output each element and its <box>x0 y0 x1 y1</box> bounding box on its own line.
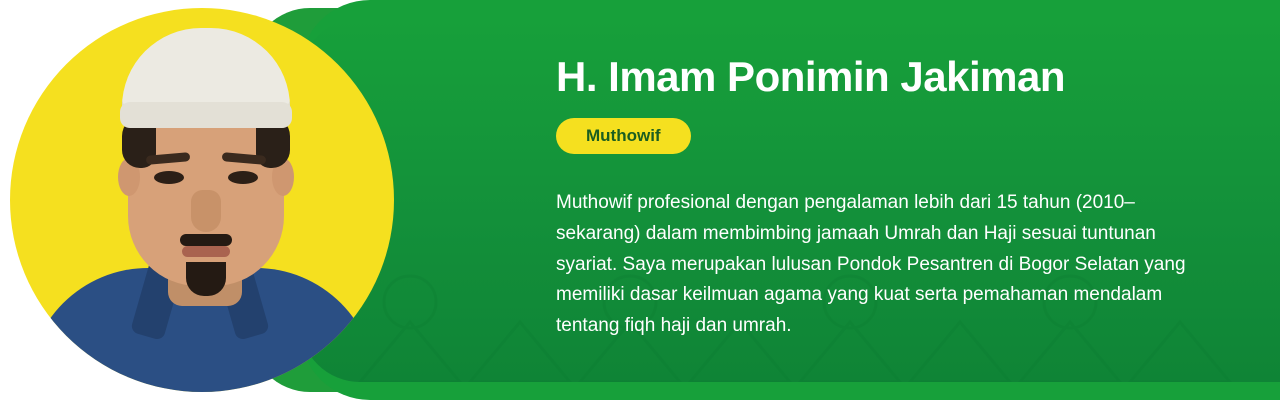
profile-bio: Muthowif profesional dengan pengalaman lebih dari 15 tahun (2010–sekarang) dalam membimbing jamaah Umrah dan Haji sesuai tuntunan syariat. Saya merupakan lulusan Pondok Pesantren di Bogor Selatan yang memiliki dasar keilmuan agama yang kuat serta pemahaman mendalam tentang fiqh haji dan umrah. <box>556 192 1186 337</box>
portrait-eye-right <box>228 171 258 184</box>
role-badge: Muthowif <box>556 118 691 154</box>
portrait-nose <box>191 190 221 232</box>
portrait-beard <box>186 262 226 296</box>
portrait-mouth <box>182 246 230 257</box>
portrait-moustache <box>180 234 232 246</box>
avatar <box>10 8 394 392</box>
profile-content <box>556 54 1216 342</box>
portrait-eye-left <box>154 171 184 184</box>
portrait-cap-band <box>120 102 292 128</box>
person-name: H. Imam Ponimin Jakiman <box>556 53 1065 100</box>
